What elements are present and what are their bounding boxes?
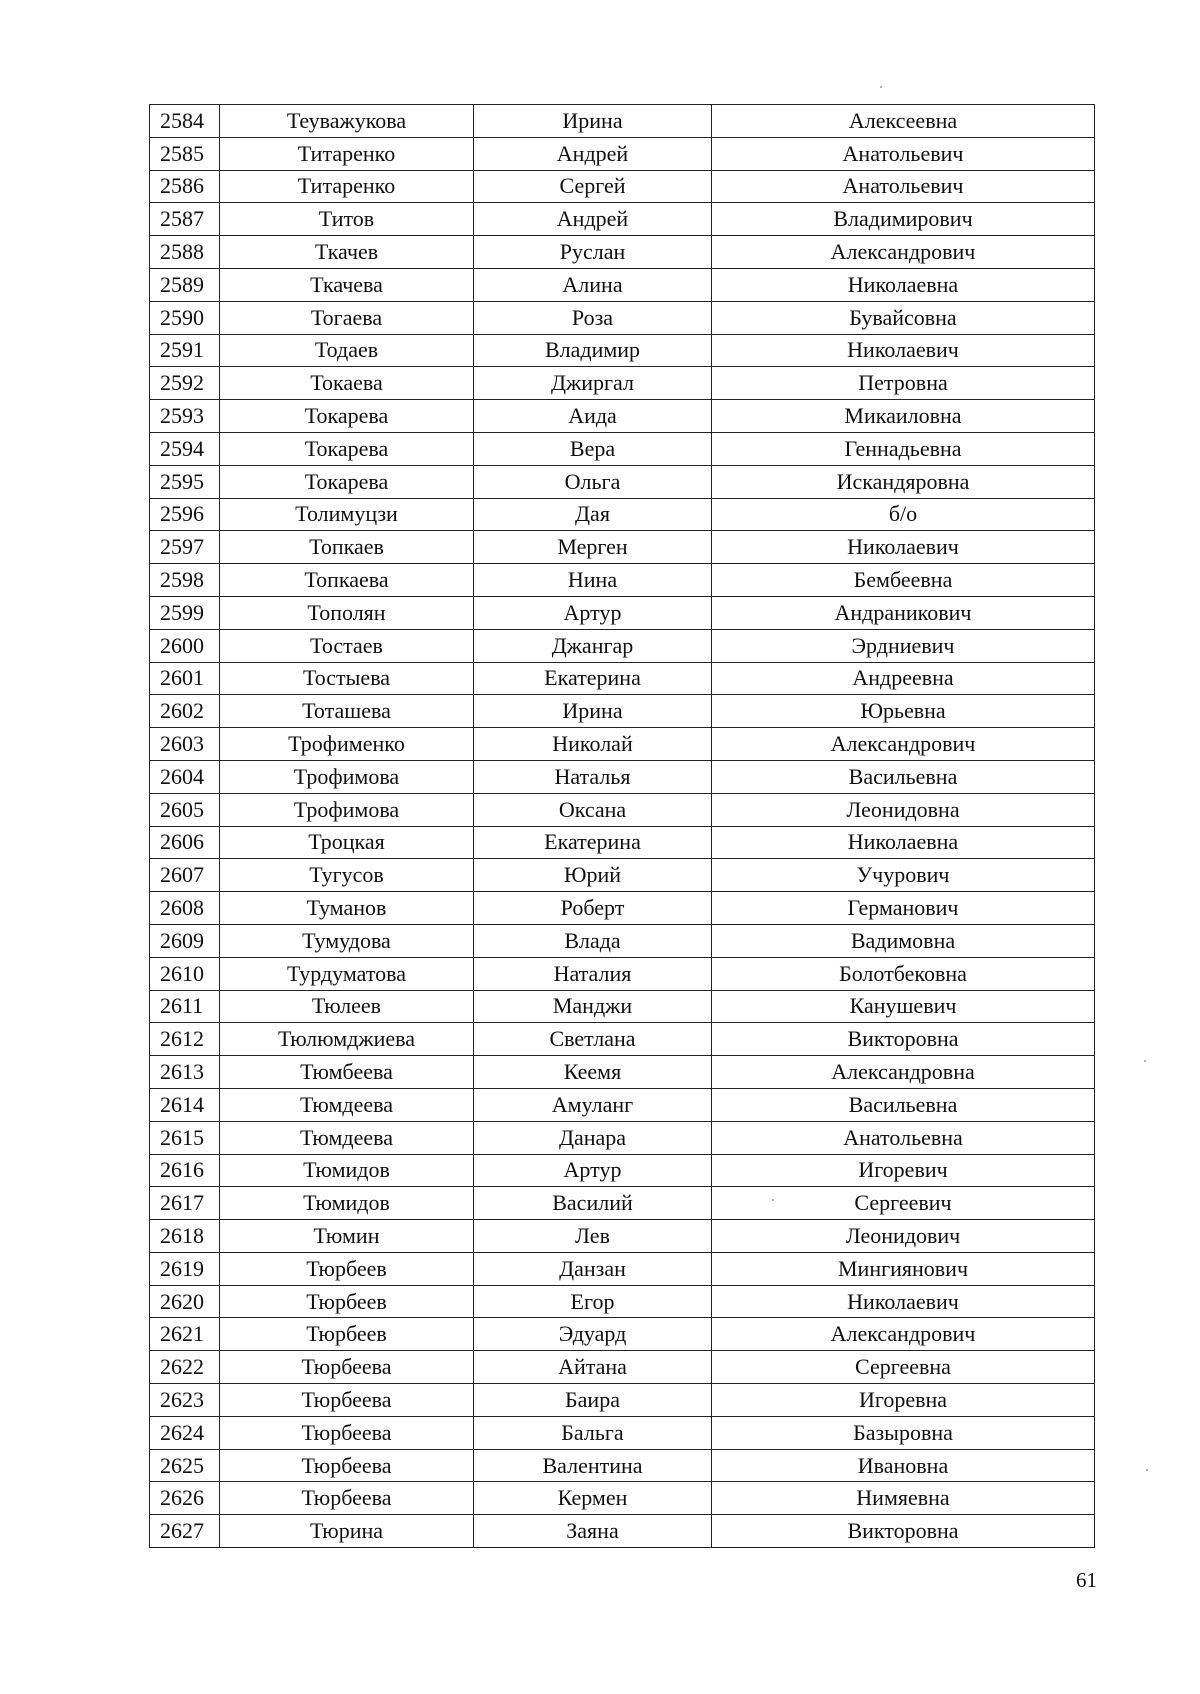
table-row [150,1220,1095,1253]
first-name-cell: Руслан [474,236,712,269]
row-number-cell: 2625 [150,1449,220,1482]
surname-cell: Топкаев [220,531,474,564]
surname-cell: Тюрбеева [220,1482,474,1515]
row-number-cell: 2584 [150,105,220,138]
patronymic-cell: Александровна [712,1056,1095,1089]
surname-cell: Токарева [220,400,474,433]
table-row [150,1384,1095,1417]
surname-cell: Трофименко [220,728,474,761]
surname-cell: Тогаева [220,301,474,334]
first-name-cell: Артур [474,1154,712,1187]
surname-cell: Толимуцзи [220,498,474,531]
first-name-cell: Амуланг [474,1088,712,1121]
patronymic-cell: Нимяевна [712,1482,1095,1515]
row-number-cell: 2587 [150,203,220,236]
first-name-cell: Роза [474,301,712,334]
surname-cell: Тостаев [220,629,474,662]
surname-cell: Тостыева [220,662,474,695]
patronymic-cell: Васильевна [712,760,1095,793]
patronymic-cell: Анатольевна [712,1121,1095,1154]
row-number-cell: 2610 [150,957,220,990]
patronymic-cell: Болотбековна [712,957,1095,990]
table-row [150,432,1095,465]
surname-cell: Тюлеев [220,990,474,1023]
surname-cell: Тюмидов [220,1187,474,1220]
first-name-cell: Юрий [474,859,712,892]
row-number-cell: 2617 [150,1187,220,1220]
first-name-cell: Баира [474,1384,712,1417]
patronymic-cell: Леонидовна [712,793,1095,826]
surname-cell: Тюмдеева [220,1088,474,1121]
patronymic-cell: Микаиловна [712,400,1095,433]
patronymic-cell: Николаевич [712,334,1095,367]
patronymic-cell: Анатольевич [712,170,1095,203]
scan-speck [1144,1060,1146,1062]
row-number-cell: 2600 [150,629,220,662]
first-name-cell: Манджи [474,990,712,1023]
patronymic-cell: Сергеевич [712,1187,1095,1220]
table-row [150,137,1095,170]
table-row [150,957,1095,990]
patronymic-cell: Учурович [712,859,1095,892]
table-row [150,1023,1095,1056]
row-number-cell: 2594 [150,432,220,465]
surname-cell: Тюлюмджиева [220,1023,474,1056]
table-row [150,695,1095,728]
patronymic-cell: Базыровна [712,1416,1095,1449]
table-row [150,367,1095,400]
row-number-cell: 2620 [150,1285,220,1318]
first-name-cell: Екатерина [474,826,712,859]
first-name-cell: Мерген [474,531,712,564]
row-number-cell: 2601 [150,662,220,695]
row-number-cell: 2605 [150,793,220,826]
row-number-cell: 2622 [150,1351,220,1384]
patronymic-cell: Юрьевна [712,695,1095,728]
surname-cell: Тюрбеев [220,1285,474,1318]
patronymic-cell: Игоревич [712,1154,1095,1187]
patronymic-cell: Александрович [712,236,1095,269]
table-row [150,498,1095,531]
table-row [150,1449,1095,1482]
first-name-cell: Николай [474,728,712,761]
first-name-cell: Ирина [474,105,712,138]
row-number-cell: 2603 [150,728,220,761]
surname-cell: Троцкая [220,826,474,859]
first-name-cell: Андрей [474,203,712,236]
surname-cell: Токарева [220,432,474,465]
table-row [150,301,1095,334]
surname-cell: Токаева [220,367,474,400]
first-name-cell: Владимир [474,334,712,367]
table-row [150,596,1095,629]
first-name-cell: Данзан [474,1252,712,1285]
table-row [150,203,1095,236]
surname-cell: Тюмидов [220,1154,474,1187]
first-name-cell: Аида [474,400,712,433]
surname-cell: Тюмин [220,1220,474,1253]
surname-cell: Тюрбеева [220,1449,474,1482]
row-number-cell: 2586 [150,170,220,203]
row-number-cell: 2619 [150,1252,220,1285]
names-table [149,104,1095,1548]
table-row [150,629,1095,662]
row-number-cell: 2590 [150,301,220,334]
first-name-cell: Наталья [474,760,712,793]
table-row [150,760,1095,793]
first-name-cell: Наталия [474,957,712,990]
surname-cell: Топкаева [220,564,474,597]
row-number-cell: 2598 [150,564,220,597]
table-row [150,662,1095,695]
patronymic-cell: Алексеевна [712,105,1095,138]
surname-cell: Тюмдеева [220,1121,474,1154]
table-row [150,728,1095,761]
row-number-cell: 2589 [150,268,220,301]
first-name-cell: Джиргал [474,367,712,400]
table-row [150,1351,1095,1384]
row-number-cell: 2595 [150,465,220,498]
patronymic-cell: Леонидович [712,1220,1095,1253]
surname-cell: Тюрбеева [220,1384,474,1417]
patronymic-cell: Петровна [712,367,1095,400]
patronymic-cell: б/о [712,498,1095,531]
table-row [150,1187,1095,1220]
table-row [150,1318,1095,1351]
table-row [150,826,1095,859]
row-number-cell: 2592 [150,367,220,400]
table-row [150,1154,1095,1187]
patronymic-cell: Николаевна [712,268,1095,301]
row-number-cell: 2599 [150,596,220,629]
row-number-cell: 2621 [150,1318,220,1351]
table-row [150,793,1095,826]
scan-speck [880,86,882,88]
table-row [150,105,1095,138]
first-name-cell: Сергей [474,170,712,203]
table-row [150,400,1095,433]
row-number-cell: 2606 [150,826,220,859]
table-row [150,334,1095,367]
table-row [150,170,1095,203]
patronymic-cell: Николаевна [712,826,1095,859]
table-row [150,990,1095,1023]
patronymic-cell: Вадимовна [712,924,1095,957]
first-name-cell: Алина [474,268,712,301]
scan-speck [1146,1469,1148,1471]
surname-cell: Тополян [220,596,474,629]
first-name-cell: Джангар [474,629,712,662]
surname-cell: Тюрбеев [220,1252,474,1285]
table-row [150,1285,1095,1318]
row-number-cell: 2585 [150,137,220,170]
row-number-cell: 2602 [150,695,220,728]
table-row [150,892,1095,925]
patronymic-cell: Викторовна [712,1023,1095,1056]
surname-cell: Тумудова [220,924,474,957]
surname-cell: Теуважукова [220,105,474,138]
patronymic-cell: Бувайсовна [712,301,1095,334]
row-number-cell: 2626 [150,1482,220,1515]
surname-cell: Турдуматова [220,957,474,990]
row-number-cell: 2591 [150,334,220,367]
patronymic-cell: Александрович [712,1318,1095,1351]
row-number-cell: 2612 [150,1023,220,1056]
table-row [150,1515,1095,1548]
row-number-cell: 2613 [150,1056,220,1089]
patronymic-cell: Германович [712,892,1095,925]
table-row [150,1056,1095,1089]
first-name-cell: Айтана [474,1351,712,1384]
row-number-cell: 2623 [150,1384,220,1417]
first-name-cell: Лев [474,1220,712,1253]
row-number-cell: 2624 [150,1416,220,1449]
patronymic-cell: Андраникович [712,596,1095,629]
first-name-cell: Ольга [474,465,712,498]
patronymic-cell: Мингиянович [712,1252,1095,1285]
row-number-cell: 2616 [150,1154,220,1187]
row-number-cell: 2618 [150,1220,220,1253]
first-name-cell: Оксана [474,793,712,826]
row-number-cell: 2609 [150,924,220,957]
patronymic-cell: Бембеевна [712,564,1095,597]
first-name-cell: Дая [474,498,712,531]
surname-cell: Тюрбеева [220,1351,474,1384]
patronymic-cell: Васильевна [712,1088,1095,1121]
patronymic-cell: Геннадьевна [712,432,1095,465]
surname-cell: Тугусов [220,859,474,892]
patronymic-cell: Ивановна [712,1449,1095,1482]
first-name-cell: Екатерина [474,662,712,695]
patronymic-cell: Андреевна [712,662,1095,695]
surname-cell: Трофимова [220,760,474,793]
surname-cell: Тюрбеева [220,1416,474,1449]
patronymic-cell: Александрович [712,728,1095,761]
patronymic-cell: Эрдниевич [712,629,1095,662]
first-name-cell: Заяна [474,1515,712,1548]
surname-cell: Тоташева [220,695,474,728]
patronymic-cell: Николаевич [712,1285,1095,1318]
patronymic-cell: Искандяровна [712,465,1095,498]
surname-cell: Токарева [220,465,474,498]
row-number-cell: 2615 [150,1121,220,1154]
row-number-cell: 2627 [150,1515,220,1548]
surname-cell: Трофимова [220,793,474,826]
table-row [150,1088,1095,1121]
row-number-cell: 2608 [150,892,220,925]
row-number-cell: 2597 [150,531,220,564]
surname-cell: Ткачев [220,236,474,269]
surname-cell: Тодаев [220,334,474,367]
table-row [150,236,1095,269]
surname-cell: Тюрбеев [220,1318,474,1351]
row-number-cell: 2604 [150,760,220,793]
surname-cell: Титаренко [220,137,474,170]
row-number-cell: 2614 [150,1088,220,1121]
patronymic-cell: Анатольевич [712,137,1095,170]
names-table-body [150,105,1095,1548]
first-name-cell: Ирина [474,695,712,728]
table-row [150,1482,1095,1515]
row-number-cell: 2593 [150,400,220,433]
table-row [150,859,1095,892]
first-name-cell: Бальга [474,1416,712,1449]
row-number-cell: 2596 [150,498,220,531]
patronymic-cell: Канушевич [712,990,1095,1023]
first-name-cell: Влада [474,924,712,957]
first-name-cell: Артур [474,596,712,629]
table-row [150,1121,1095,1154]
row-number-cell: 2588 [150,236,220,269]
table-row [150,531,1095,564]
first-name-cell: Вера [474,432,712,465]
surname-cell: Ткачева [220,268,474,301]
patronymic-cell: Николаевич [712,531,1095,564]
first-name-cell: Егор [474,1285,712,1318]
table-row [150,268,1095,301]
table-row [150,924,1095,957]
table-row [150,465,1095,498]
patronymic-cell: Владимирович [712,203,1095,236]
row-number-cell: 2607 [150,859,220,892]
first-name-cell: Данара [474,1121,712,1154]
table-row [150,1416,1095,1449]
first-name-cell: Андрей [474,137,712,170]
first-name-cell: Валентина [474,1449,712,1482]
surname-cell: Тюрина [220,1515,474,1548]
page-number: 61 [1076,1568,1097,1592]
first-name-cell: Кермен [474,1482,712,1515]
first-name-cell: Нина [474,564,712,597]
first-name-cell: Роберт [474,892,712,925]
first-name-cell: Кеемя [474,1056,712,1089]
patronymic-cell: Викторовна [712,1515,1095,1548]
first-name-cell: Светлана [474,1023,712,1056]
patronymic-cell: Игоревна [712,1384,1095,1417]
first-name-cell: Эдуард [474,1318,712,1351]
table-row [150,564,1095,597]
surname-cell: Титов [220,203,474,236]
surname-cell: Титаренко [220,170,474,203]
table-row [150,1252,1095,1285]
row-number-cell: 2611 [150,990,220,1023]
scan-speck [772,1199,774,1201]
surname-cell: Тюмбеева [220,1056,474,1089]
surname-cell: Туманов [220,892,474,925]
patronymic-cell: Сергеевна [712,1351,1095,1384]
first-name-cell: Василий [474,1187,712,1220]
